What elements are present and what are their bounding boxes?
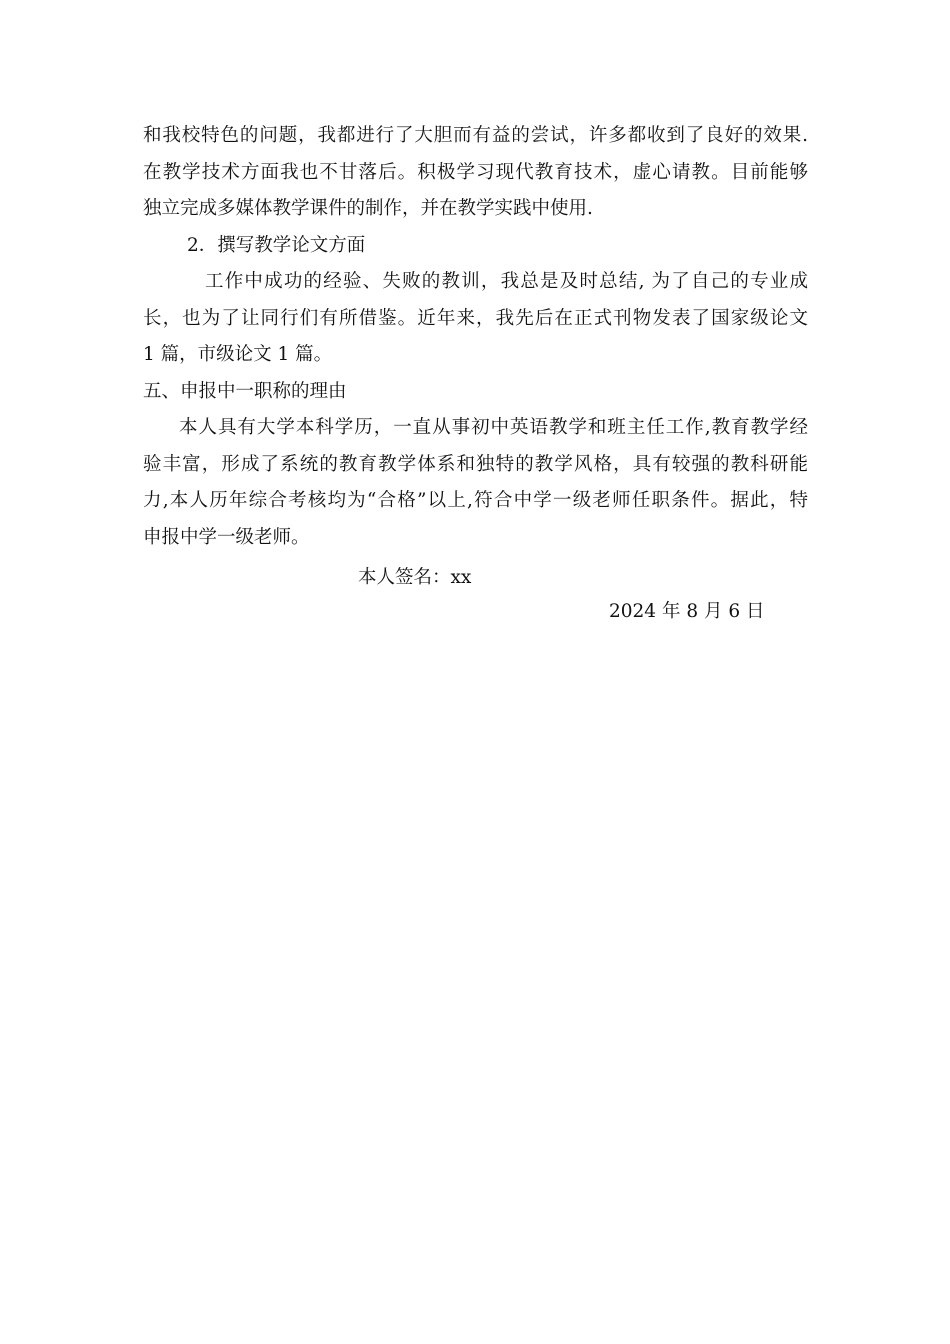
paragraph-line: 独立完成多媒体教学课件的制作，并在教学实践中使用. [143, 198, 593, 219]
paragraph-line: 长，也为了让同行们有所借鉴。近年来，我先后在正式刊物发表了国家级论文 [143, 307, 808, 329]
paragraph-line: 和我校特色的问题，我都进行了大胆而有益的尝试，许多都收到了良好的效果. [143, 125, 808, 146]
subheading-writing-papers: 2．撰写教学论文方面 [187, 234, 366, 256]
document-body [143, 118, 808, 556]
date-line: 2024 年 8 月 6 日 [609, 601, 765, 622]
section-heading: 五、申报中一职称的理由 [143, 380, 347, 402]
paragraph-line: 申报中学一级老师。 [143, 526, 310, 548]
signature-line: 本人签名：xx [358, 567, 472, 588]
paragraph-line: 本人具有大学本科学历，一直从事初中英语教学和班主任工作,教育教学经 [179, 417, 808, 438]
paragraph-line: 1 篇，市级论文 1 篇。 [143, 344, 333, 365]
paragraph-line: 验丰富，形成了系统的教育教学体系和独特的教学风格，具有较强的教科研能 [143, 453, 808, 475]
paragraph-line: 在教学技术方面我也不甘落后。积极学习现代教育技术，虚心请教。目前能够 [143, 161, 808, 183]
paragraph-line: 力,本人历年综合考核均为“合格”以上,符合中学一级老师任职条件。据此，特 [143, 490, 808, 511]
paragraph-line: 工作中成功的经验、失败的教训，我总是及时总结, 为了自己的专业成 [205, 271, 808, 292]
